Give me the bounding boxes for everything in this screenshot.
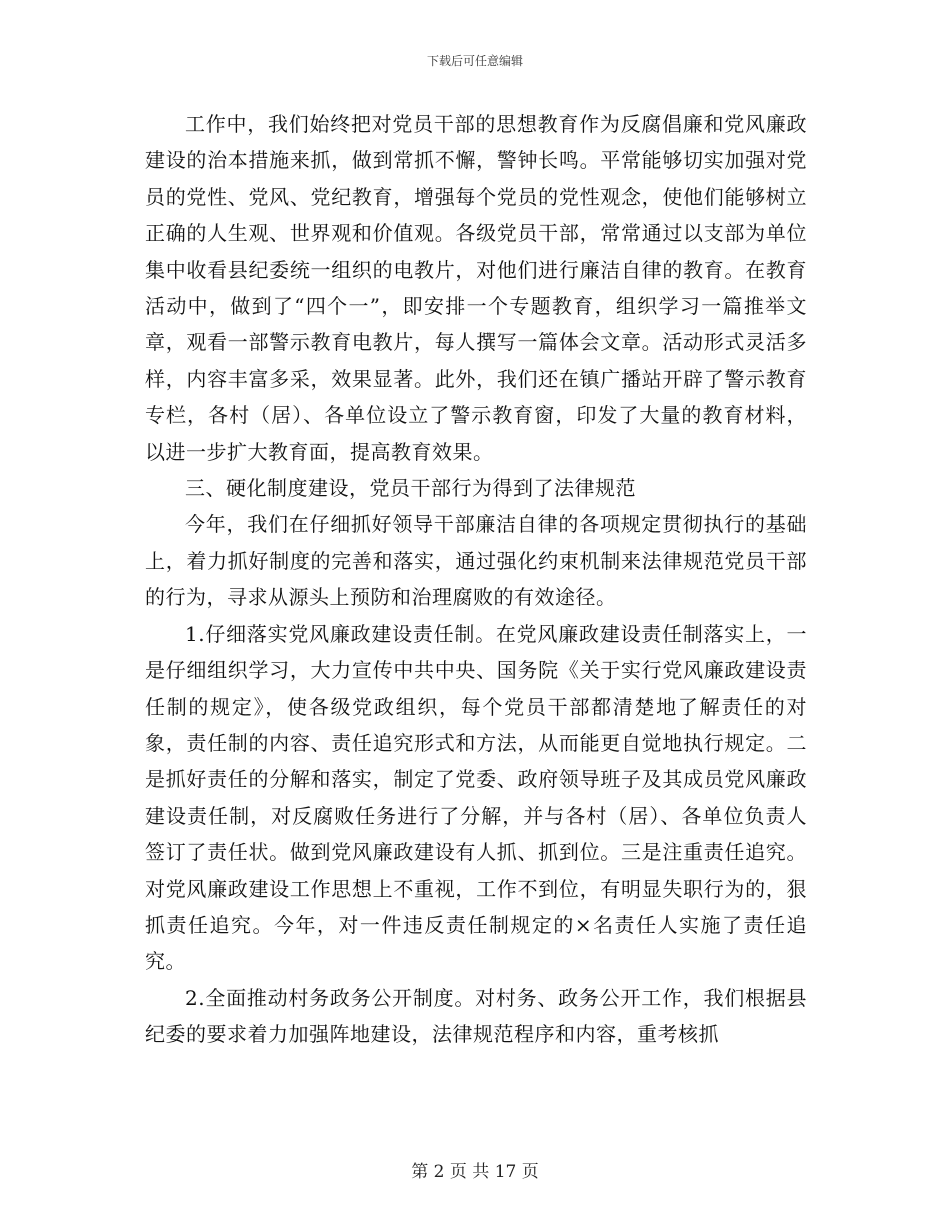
paragraph-item-2: 2.全面推动村务政务公开制度。对村务、政务公开工作，我们根据县纪委的要求着力加强阵地建设，法律规范程序和内容，重考核抓 [145, 985, 807, 1047]
paragraph-item-1: 1.仔细落实党风廉政建设责任制。在党风廉政建设责任制落实上，一是仔细组织学习，大力宣传中共中央、国务院《关于实行党风廉政建设责任制的规定》，使各级党政组织，每个党员干部都清楚地了解责任的对象，责任制的内容、责任追究形式和方法，从而能更自觉地执行规定。二是抓好责任的分解和落实，制定了党委、政府领导班子及其成员党风廉政建设责任制，对反腐败任务进行了分解，并与各村（居）、各单位负责人签订了责任状。做到党风廉政建设有人抓、抓到位。三是注重责任追究。对党风廉政建设工作思想上不重视，工作不到位，有明显失职行为的，狠抓责任追究。今年，对一件违反责任制规定的×名责任人实施了责任追究。 [145, 621, 807, 974]
paragraph-intro: 今年，我们在仔细抓好领导干部廉洁自律的各项规定贯彻执行的基础上，着力抓好制度的完善和落实，通过强化约束机制来法律规范党员干部的行为，寻求从源头上预防和治理腐败的有效途径。 [145, 512, 807, 610]
page-header: 下载后可任意编辑 [426, 54, 523, 68]
section-heading: 三、硬化制度建设，党员干部行为得到了法律规范 [185, 476, 636, 501]
page-footer: 第 2 页 共 17 页 [411, 1162, 539, 1182]
document-body [145, 106, 807, 1053]
paragraph-education: 工作中，我们始终把对党员干部的思想教育作为反腐倡廉和党风廉政建设的治本措施来抓，做到常抓不懈，警钟长鸣。平常能够切实加强对党员的党性、党风、党纪教育，增强每个党员的党性观念，使他们能够树立正确的人生观、世界观和价值观。各级党员干部，常常通过以支部为单位集中收看县纪委统一组织的电教片，对他们进行廉洁自律的教育。在教育活动中，做到了“四个一”，即安排一个专题教育，组织学习一篇推举文章，观看一部警示教育电教片，每人撰写一篇体会文章。活动形式灵活多样，内容丰富多采，效果显著。此外，我们还在镇广播站开辟了警示教育专栏，各村（居）、各单位设立了警示教育窗，印发了大量的教育材料，以进一步扩大教育面，提高教育效果。 [145, 112, 807, 464]
